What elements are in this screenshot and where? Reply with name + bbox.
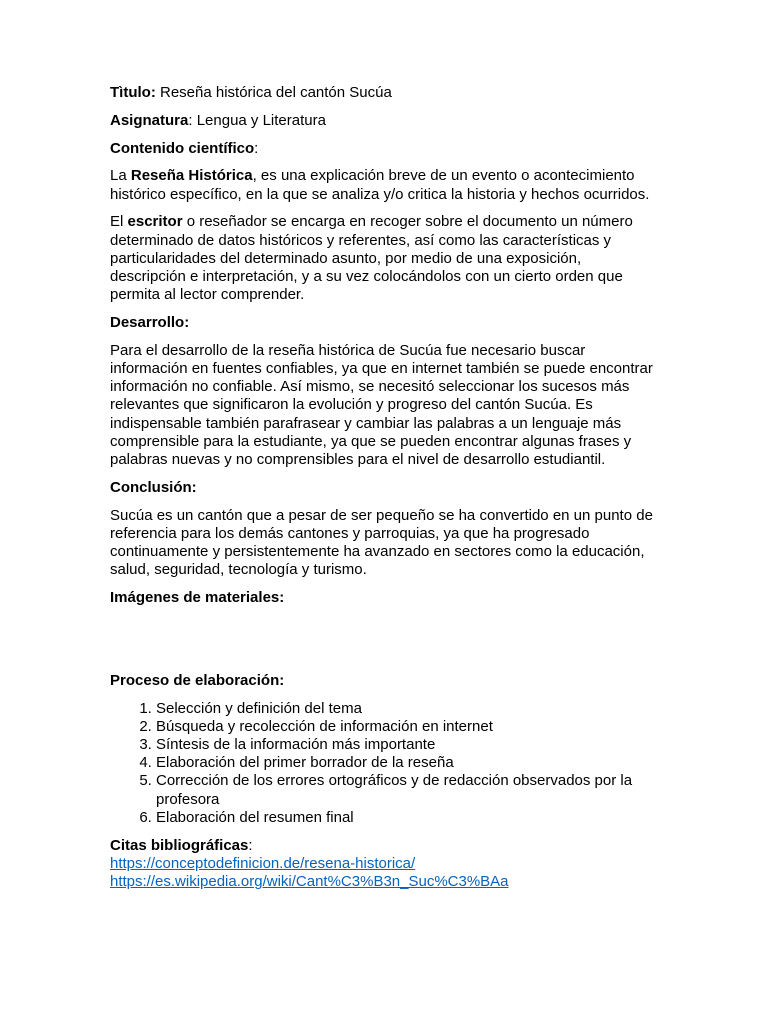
materials-image-area bbox=[110, 617, 658, 672]
citations-colon: : bbox=[248, 836, 253, 854]
development-paragraph: Para el desarrollo de la reseña histórica de Sucúa fue necesario buscar información en fuentes confiables, ya que en internet también se puede encontrar información no confiable. Así mismo, se necesitó seleccionar los sucesos más relevantes que significaron la evolución y progreso del cantón Sucúa. Es indispensable también parafrasear y cambiar las palabras a un lenguaje más comprensible para la estudiante, ya que se pueden encontrar algunas frases y palabras nuevas y no comprensibles para el nivel de desarrollo estudiantil. bbox=[110, 341, 653, 469]
process-step: 5. Corrección de los errores ortográficos y de redacción observados por la profesora bbox=[156, 772, 658, 808]
title-label: Tìtulo: bbox=[110, 84, 156, 101]
materials-heading-text: Imágenes de materiales: bbox=[110, 589, 285, 607]
writer-post: o reseñador se encarga en recoger sobre el documento un número determinado de datos históricos y referentes, así como las características y particularidades del determinado asunto, por medio de una exposición, descripción e interpretación, y a su vez colocándolos con un cierto orden que permita al lector comprender. bbox=[110, 213, 633, 304]
document-page bbox=[110, 84, 658, 891]
development-heading bbox=[110, 314, 658, 332]
citation-link-wikipedia[interactable]: https://es.wikipedia.org/wiki/Cant%C3%B3n_Suc%C3%BAa bbox=[110, 873, 509, 891]
citation-link-conceptodefinicion[interactable]: https://conceptodefinicion.de/resena-historica/ bbox=[110, 854, 416, 872]
process-step: 3. Síntesis de la información más importante bbox=[156, 736, 658, 754]
title-value: Reseña histórica del cantón Sucúa bbox=[155, 84, 392, 101]
process-list bbox=[110, 700, 658, 827]
definition-pre: La bbox=[110, 167, 131, 185]
process-heading bbox=[110, 672, 658, 690]
conclusion-paragraph: Sucúa es un cantón que a pesar de ser pequeño se ha convertido en un punto de referencia para los demás cantones y parroquias, ya que ha progresado continuamente y persistentemente ha avanzado en sectores como la educación, salud, seguridad, tecnología y turismo. bbox=[110, 506, 653, 579]
content-label: Contenido científico bbox=[110, 139, 255, 157]
conclusion-heading-text: Conclusión: bbox=[110, 478, 197, 496]
development-heading-text: Desarrollo: bbox=[110, 314, 190, 331]
subject-value: : Lengua y Literatura bbox=[188, 111, 326, 129]
writer-bold: escritor bbox=[127, 213, 183, 231]
definition-bold: Reseña Histórica bbox=[130, 167, 253, 185]
materials-heading bbox=[110, 589, 658, 607]
process-step: 1. Selección y definición del tema bbox=[156, 700, 658, 718]
citations-label: Citas bibliográficas bbox=[110, 836, 249, 854]
subject-label: Asignatura bbox=[110, 111, 189, 129]
citations-block bbox=[110, 837, 658, 892]
writer-paragraph bbox=[110, 213, 658, 304]
title-line bbox=[110, 84, 658, 102]
definition-paragraph bbox=[110, 167, 658, 203]
conclusion-heading bbox=[110, 479, 658, 497]
definition-post: , es una explicación breve de un evento o acontecimiento histórico específico, en la que se analiza y/o critica la historia y hechos ocurridos. bbox=[110, 167, 650, 203]
process-step: 4. Elaboración del primer borrador de la reseña bbox=[156, 754, 658, 772]
process-heading-text: Proceso de elaboración: bbox=[110, 671, 285, 689]
process-step: 2. Búsqueda y recolección de información en internet bbox=[156, 718, 658, 736]
content-heading bbox=[110, 140, 658, 158]
process-step: 6. Elaboración del resumen final bbox=[156, 809, 658, 827]
writer-pre: El bbox=[110, 213, 128, 231]
content-colon: : bbox=[254, 139, 259, 157]
subject-line bbox=[110, 112, 658, 130]
citations-heading bbox=[110, 837, 658, 855]
